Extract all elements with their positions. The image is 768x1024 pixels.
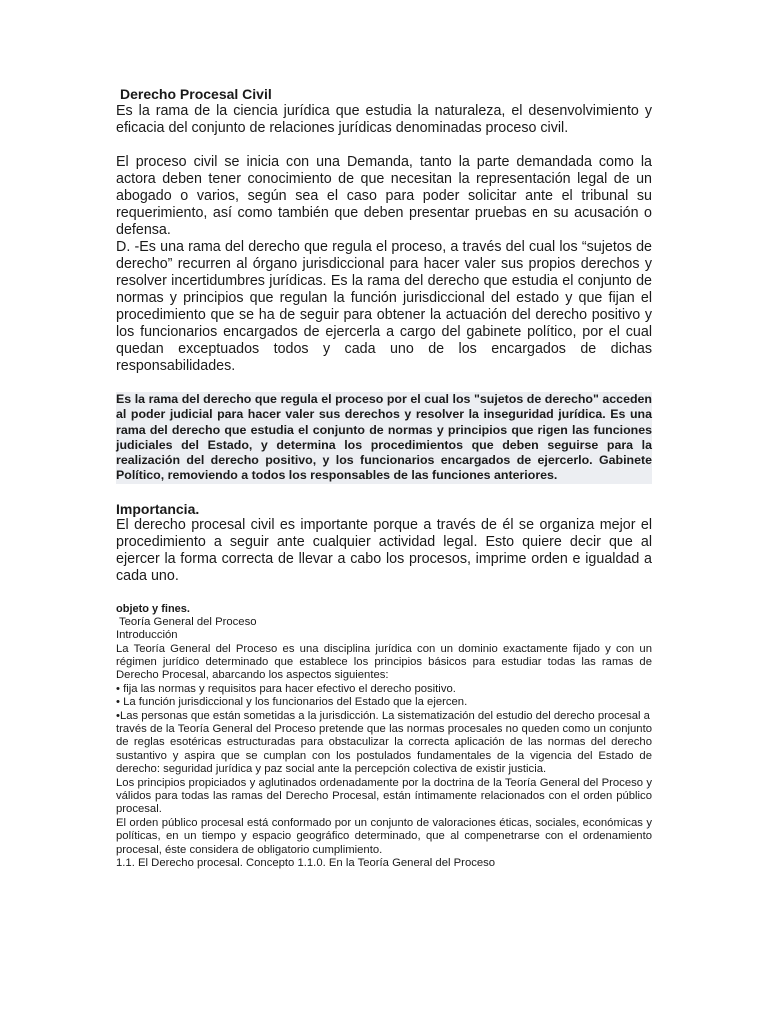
small-paragraph: Los principios propiciados y aglutinados ordenadamente por la doctrina de la Teoría General del Proceso y válidos para todas las ramas del Derecho Procesal, están íntimamente relacionados con el orden público procesal. [116, 776, 652, 816]
spacer [116, 585, 652, 602]
second-paragraph: El proceso civil se inicia con una Demanda, tanto la parte demandada como la actora deben tener conocimiento de que necesitan la representación legal de un abogado o varios, según sea el caso para poder solicitar ante el tribunal su requerimiento, así como también que deben presentar pruebas en su acusación o defensa. [116, 154, 652, 238]
intro-paragraph: Es la rama de la ciencia jurídica que estudia la naturaleza, el desenvolvimiento y eficacia del conjunto de relaciones jurídicas denominadas proceso civil. [116, 103, 652, 136]
document-title: Derecho Procesal Civil [120, 86, 272, 102]
objeto-heading: objeto y fines. [116, 602, 190, 615]
spacer [116, 375, 652, 392]
introduccion-heading: Introducción [116, 629, 178, 642]
third-paragraph: D. -Es una rama del derecho que regula el proceso, a través del cual los “sujetos de derecho” recurren al órgano jurisdiccional para hacer valer sus propios derechos y resolver incertidumbres jurídicas. Es la rama del derecho que estudia el conjunto de normas y principios que regulan la función jurisdiccional del estado y que fijan el procedimiento que se ha de seguir para obtener la actuación del derecho positivo y los funcionarios encargados de ejercerla a cargo del gabinete político, por el cual quedan exceptuados todos y cada uno de los encargados de dichas responsabilidades. [116, 239, 652, 374]
small-paragraph: La Teoría General del Proceso es una disciplina jurídica con un dominio exactamente fijado y con un régimen jurídico determinado que establece los principios básicos para estudiar todas las ramas de Derecho Procesal, abarcando los aspectos siguientes: [116, 642, 652, 682]
importance-heading: Importancia. [116, 500, 200, 517]
bullet-item: • fija las normas y requisitos para hacer efectivo el derecho positivo. [116, 682, 456, 695]
spacer [116, 137, 652, 154]
section-reference: 1.1. El Derecho procesal. Concepto 1.1.0. En la Teoría General del Proceso [116, 857, 496, 870]
bullet-item: •Las personas que están sometidas a la jurisdicción. La sistematización del estudio del derecho procesal a [116, 709, 650, 722]
teoria-heading: Teoría General del Proceso [119, 615, 257, 628]
importance-paragraph: El derecho procesal civil es importante porque a través de él se organiza mejor el procedimiento a seguir ante cualquier actividad legal. Esto quiere decir que al ejercer la forma correcta de llevar a cabo los procesos, imprime orden e igualdad a cada uno. [116, 516, 652, 584]
small-paragraph: El orden público procesal está conformado por un conjunto de valoraciones éticas, sociales, económicas y políticas, en un tiempo y espacio geográfico determinado, que al compenetrarse con el ordenamiento procesal, éste considera de obligatorio cumplimiento. [116, 816, 652, 856]
highlighted-bold-paragraph: Es la rama del derecho que regula el proceso por el cual los "sujetos de derecho" acceden al poder judicial para hacer valer sus derechos y resolver la inseguridad jurídica. Es una rama del derecho que estudia el conjunto de normas y principios que rigen las funciones judiciales del Estado, y determina los procedimientos que deben seguirse para la realización del derecho positivo, y los funcionarios encargados de ejercerlo. Gabinete Político, removiendo a todos los responsables de las funciones anteriores. [116, 392, 652, 483]
spacer [116, 484, 652, 501]
small-paragraph: través de la Teoría General del Proceso pretende que las normas procesales no queden como un conjunto de reglas esotéricas estructuradas para obstaculizar la correcta aplicación de las normas del derecho sustantivo y aspira que se cumplan con los postulados fundamentales de la vigencia del Estado de derecho: seguridad jurídica y paz social ante la percepción colectiva de existir justicia. [116, 723, 652, 776]
bullet-item: • La función jurisdiccional y los funcionarios del Estado que la ejercen. [116, 696, 468, 709]
